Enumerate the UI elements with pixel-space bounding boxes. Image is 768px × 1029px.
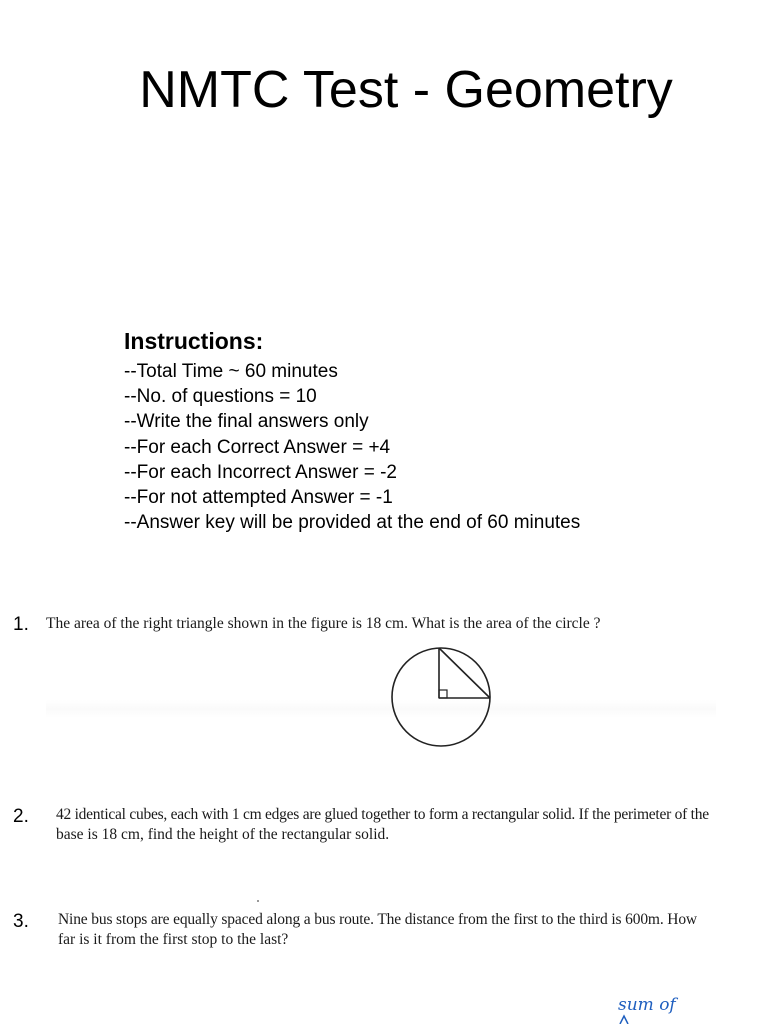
instruction-line: --For not attempted Answer = -1	[124, 487, 393, 509]
question-number: 1.	[13, 614, 29, 635]
question-text: Nine bus stops are equally spaced along a bus route. The distance from the first to the third is 600m. How	[58, 911, 697, 928]
question-text: far is it from the first stop to the last?	[58, 931, 289, 948]
instructions-heading: Instructions:	[124, 328, 264, 354]
handwritten-sum-of	[614, 990, 704, 1024]
scan-shadow	[46, 700, 716, 718]
question-text: base is 18 cm, find the height of the rectangular solid.	[56, 826, 390, 843]
circle-shape	[392, 648, 490, 746]
question-text: The area of the right triangle shown in the figure is 18 cm. What is the area of the circle ?	[46, 615, 601, 632]
instruction-line: --No. of questions = 10	[124, 386, 317, 408]
instruction-line: --For each Correct Answer = +4	[124, 436, 391, 458]
question-text: 42 identical cubes, each with 1 cm edges are glued together to form a rectangular solid. If the perimeter of the	[56, 806, 709, 823]
instructions-block	[124, 328, 744, 535]
handwritten-annotation	[614, 990, 704, 1029]
caret-mark	[620, 1016, 628, 1024]
question-number: 3.	[13, 911, 29, 932]
instruction-line: --Total Time ~ 60 minutes	[124, 361, 338, 382]
question-number: 2.	[13, 806, 29, 827]
instruction-line: --For each Incorrect Answer = -2	[124, 461, 397, 483]
page-title: NMTC Test - Geometry	[139, 61, 673, 119]
annotation-text: sum of	[618, 995, 676, 1015]
right-angle-marker	[439, 690, 447, 698]
instruction-line: --Answer key will be provided at the end of 60 minutes	[124, 512, 581, 534]
circle-triangle-figure	[388, 646, 496, 757]
scan-speck	[257, 900, 259, 902]
instruction-line: --Write the final answers only	[124, 411, 369, 433]
figure-svg	[388, 646, 496, 752]
